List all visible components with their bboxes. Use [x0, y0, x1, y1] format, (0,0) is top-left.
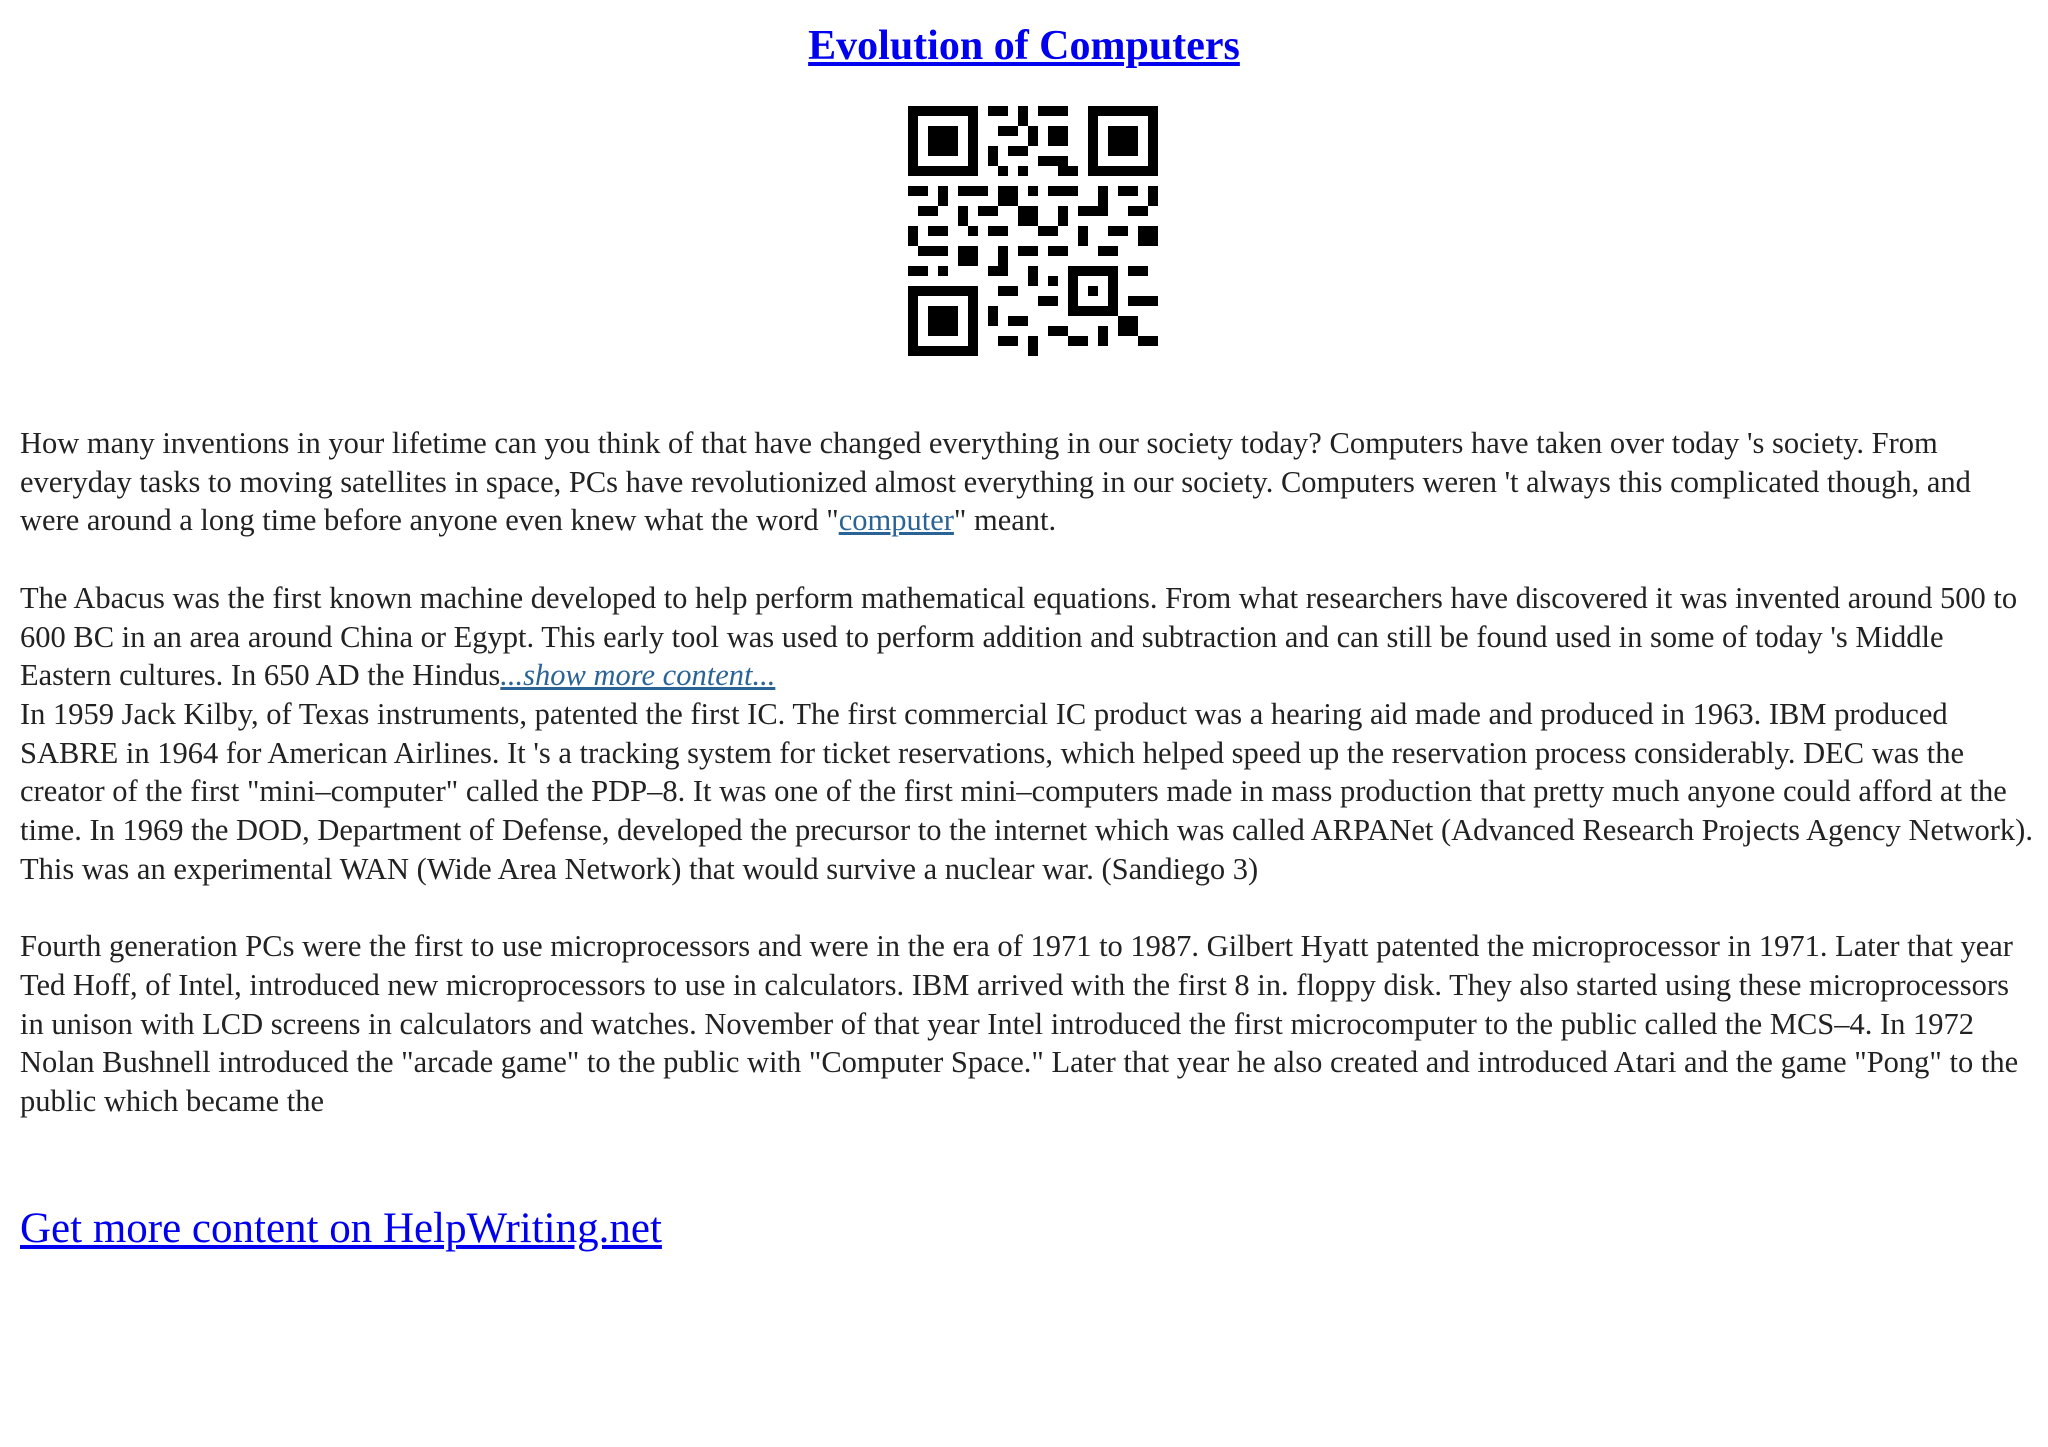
paragraph-fourth-gen: Fourth generation PCs were the first to use microprocessors and were in the era of 1971 to 1987. Gilbert Hyatt patented the microprocessor in 1971. Later that year Ted Hoff, of Intel, introduced new microprocessors to use in calculators. IBM arrived with the first 8 in. floppy disk. They also started using these microprocessors in unison with LCD screens in calculators and watches. November of that year Intel introduced the first microcomputer to the public called the MCS–4. In 1972 Nolan Bushnell introduced the "arcade game" to the public with "Computer Space." Later that year he also created and introduced Atari and the game "Pong" to the public which became the	[20, 929, 2019, 1118]
title-link[interactable]: Evolution of Computers	[808, 23, 1240, 69]
computer-link[interactable]: computer	[838, 503, 954, 538]
show-more-link[interactable]: ...show more content...	[500, 658, 776, 693]
page-title	[0, 18, 2048, 74]
get-more-content-link[interactable]: Get more content on HelpWriting.net	[20, 1205, 662, 1252]
paragraph-intro: How many inventions in your lifetime can you think of that have changed everything in our society today? Computers have taken over today 's society. From everyday tasks to moving satellites in space, PCs have revolutionized almost everything in our society. Computers weren 't always this complicated though, and were around a long time before anyone even knew what the word "computer" meant.	[20, 426, 1971, 538]
qr-code-svg	[908, 106, 1158, 356]
qr-code-image	[908, 106, 1158, 356]
article-body	[20, 424, 2035, 1121]
paragraph-third-gen: In 1959 Jack Kilby, of Texas instruments, patented the first IC. The first commercial IC product was a hearing aid made and produced in 1963. IBM produced SABRE in 1964 for American Airlines. It 's a tracking system for ticket reservations, which helped speed up the reservation process considerably. DEC was the creator of the first "mini–computer" called the PDP–8. It was one of the first mini–computers made in mass production that pretty much anyone could afford at the time. In 1969 the DOD, Department of Defense, developed the precursor to the internet which was called ARPANet (Advanced Research Projects Agency Network). This was an experimental WAN (Wide Area Network) that would survive a nuclear war. (Sandiego 3)	[20, 696, 2033, 886]
paragraph-abacus: The Abacus was the first known machine developed to help perform mathematical equations. From what researchers have discovered it was invented around 500 to 600 BC in an area around China or Egypt. This early tool was used to perform addition and subtraction and can still be found used in some of today 's Middle Eastern cultures. In 650 AD the Hindus...show more content...	[20, 580, 2018, 693]
